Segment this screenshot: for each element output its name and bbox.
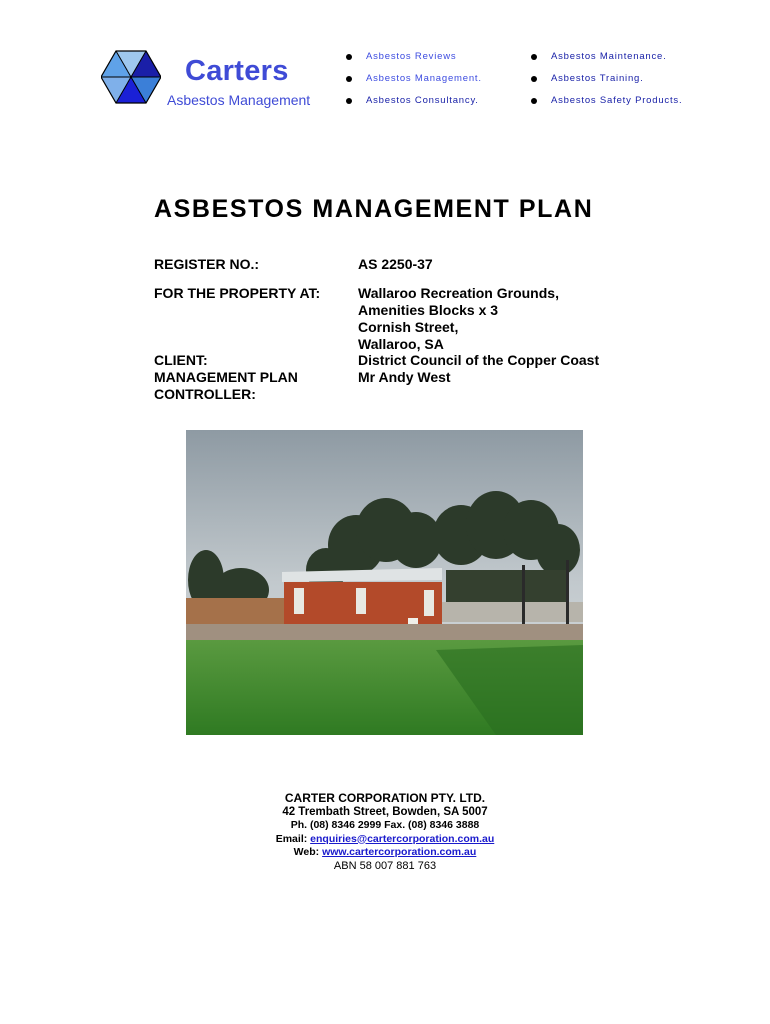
- service-item: Asbestos Maintenance.: [531, 51, 667, 62]
- controller-label: MANAGEMENT PLAN: [154, 369, 298, 385]
- property-line: Wallaroo, SA: [358, 336, 444, 352]
- bullet-icon: [346, 98, 352, 104]
- amenities-building-photo: [186, 430, 583, 735]
- property-line: Wallaroo Recreation Grounds,: [358, 285, 559, 301]
- service-item: Asbestos Management.: [346, 73, 482, 84]
- company-name: CARTER CORPORATION PTY. LTD.: [284, 791, 486, 805]
- client-value: District Council of the Copper Coast: [358, 352, 600, 368]
- carters-logo-icon: [101, 49, 161, 105]
- service-item: Asbestos Safety Products.: [531, 95, 682, 106]
- company-phone-fax: Ph. (08) 8346 2999 Fax. (08) 8346 3888: [290, 819, 480, 831]
- property-line: Cornish Street,: [358, 319, 459, 335]
- property-label: FOR THE PROPERTY AT:: [154, 285, 321, 301]
- client-label: CLIENT:: [154, 352, 208, 368]
- controller-value: Mr Andy West: [358, 369, 451, 385]
- company-footer: [0, 792, 770, 873]
- company-address: 42 Trembath Street, Bowden, SA 5007: [282, 805, 488, 818]
- service-item: Asbestos Consultancy.: [346, 95, 479, 106]
- page-title: ASBESTOS MANAGEMENT PLAN: [154, 195, 594, 223]
- bullet-icon: [346, 76, 352, 82]
- bullet-icon: [531, 76, 537, 82]
- register-no-label: REGISTER NO.:: [154, 256, 260, 272]
- company-email-line: Email: enquiries@cartercorporation.com.au: [275, 832, 495, 845]
- email-link[interactable]: enquiries@cartercorporation.com.au: [310, 832, 495, 845]
- bullet-icon: [346, 54, 352, 60]
- bullet-icon: [531, 54, 537, 60]
- website-link[interactable]: www.cartercorporation.com.au: [322, 846, 477, 858]
- property-line: Amenities Blocks x 3: [358, 302, 499, 318]
- logo-name: Carters: [185, 55, 289, 87]
- company-web-line: Web: www.cartercorporation.com.au: [293, 846, 477, 858]
- service-item: Asbestos Training.: [531, 73, 644, 84]
- register-no-value: AS 2250-37: [358, 256, 433, 272]
- bullet-icon: [531, 98, 537, 104]
- service-item: Asbestos Reviews: [346, 51, 456, 62]
- controller-label: CONTROLLER:: [154, 386, 256, 402]
- logo-subtitle: Asbestos Management: [167, 92, 311, 108]
- company-abn: ABN 58 007 881 763: [333, 859, 437, 872]
